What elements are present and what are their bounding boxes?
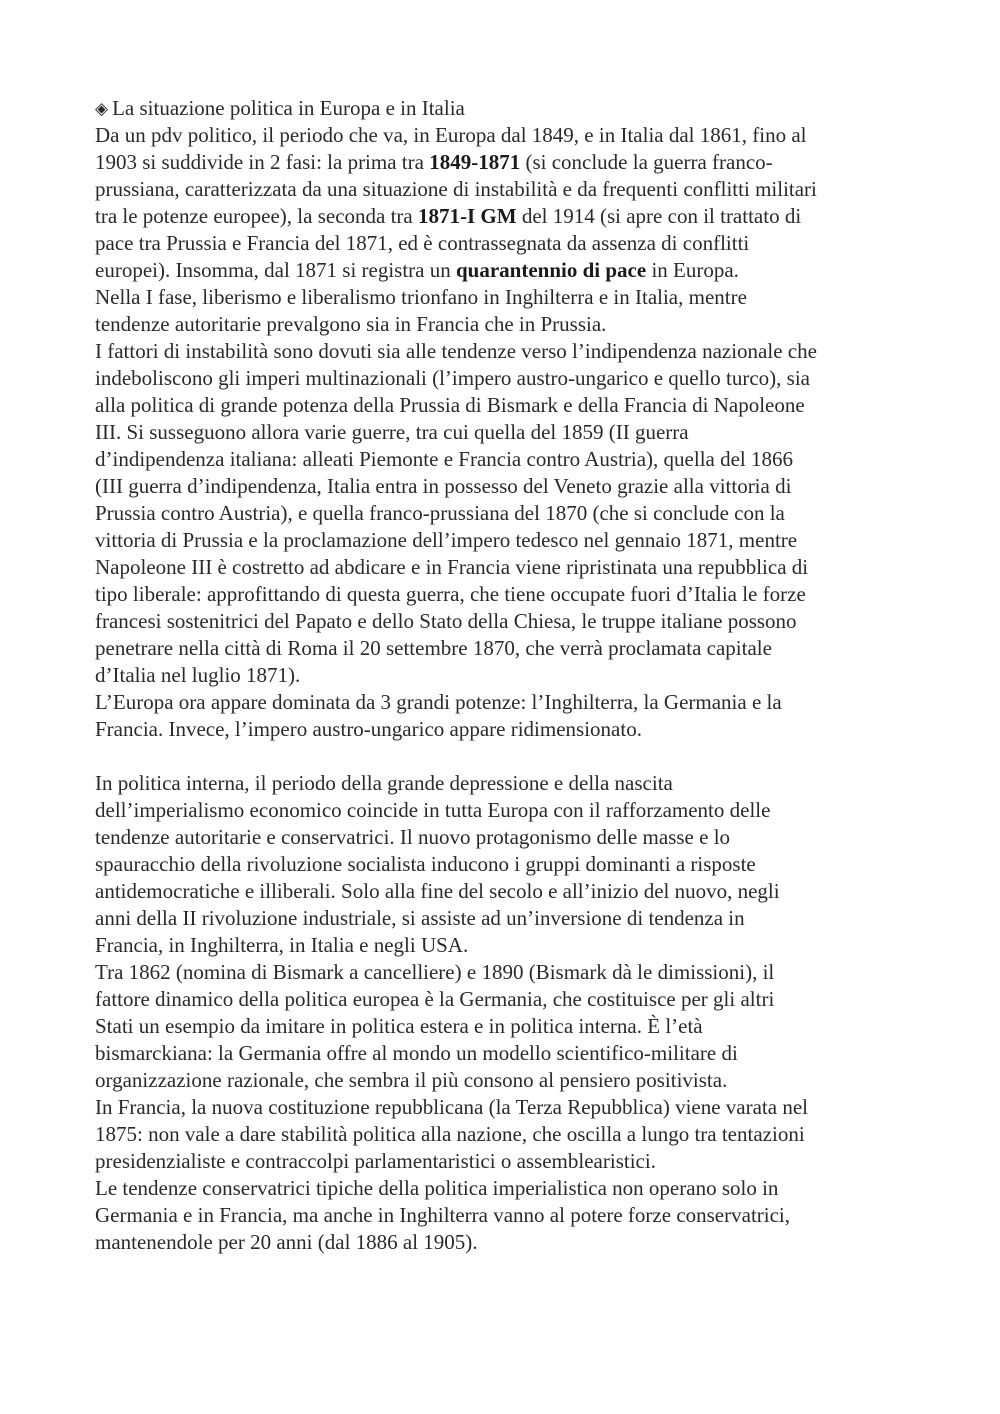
text-run: Francia, in Inghilterra, in Italia e negli USA. — [95, 933, 469, 957]
text-run: Tra 1862 (nomina di Bismark a cancelliere) e 1890 (Bismark dà le dimissioni), il — [95, 960, 775, 984]
text-line — [95, 257, 915, 284]
text-run: tra le potenze europee), la seconda tra — [95, 204, 418, 228]
text-run: Stati un esempio da imitare in politica estera e in politica interna. È l’età — [95, 1014, 703, 1038]
text-run: d’indipendenza italiana: alleati Piemonte e Francia contro Austria), quella del 1866 — [95, 447, 794, 471]
text-line — [95, 176, 915, 203]
document-body — [95, 122, 915, 1256]
text-line — [95, 986, 915, 1013]
text-line — [95, 311, 915, 338]
text-line — [95, 1094, 915, 1121]
text-run: 1875: non vale a dare stabilità politica alla nazione, che oscilla a lungo tra tentazioni — [95, 1122, 805, 1146]
text-run: organizzazione razionale, che sembra il più consono al pensiero positivista. — [95, 1068, 728, 1092]
text-run: Le tendenze conservatrici tipiche della politica imperialistica non operano solo in — [95, 1176, 779, 1200]
text-run: tendenze autoritarie prevalgono sia in Francia che in Prussia. — [95, 312, 607, 336]
text-line — [95, 1229, 915, 1256]
text-line — [95, 1013, 915, 1040]
text-line — [95, 689, 915, 716]
text-run: Prussia contro Austria), e quella franco-prussiana del 1870 (che si conclude con la — [95, 501, 785, 525]
bold-text: 1871-I GM — [418, 204, 517, 228]
text-run: (si conclude la guerra franco- — [520, 150, 773, 174]
text-run: europei). Insomma, dal 1871 si registra un — [95, 258, 456, 282]
text-run: antidemocratiche e illiberali. Solo alla fine del secolo e all’inizio del nuovo, negli — [95, 879, 780, 903]
text-line — [95, 581, 915, 608]
text-line — [95, 500, 915, 527]
text-run: Nella I fase, liberismo e liberalismo trionfano in Inghilterra e in Italia, mentre — [95, 285, 747, 309]
text-run: In politica interna, il periodo della grande depressione e della nascita — [95, 771, 673, 795]
text-run: (III guerra d’indipendenza, Italia entra in possesso del Veneto grazie alla vittoria di — [95, 474, 792, 498]
text-run: indeboliscono gli imperi multinazionali (l’impero austro-ungarico e quello turco), sia — [95, 366, 810, 390]
text-run: Napoleone III è costretto ad abdicare e in Francia viene ripristinata una repubblica di — [95, 555, 809, 579]
text-line — [95, 284, 915, 311]
text-line — [95, 608, 915, 635]
text-run: in Europa. — [646, 258, 739, 282]
text-line — [95, 1175, 915, 1202]
text-line — [95, 959, 915, 986]
text-line — [95, 203, 915, 230]
text-line — [95, 122, 915, 149]
text-run: Francia. Invece, l’impero austro-ungarico appare ridimensionato. — [95, 717, 642, 741]
text-run: del 1914 (si apre con il trattato di — [516, 204, 802, 228]
text-run: Da un pdv politico, il periodo che va, in Europa dal 1849, e in Italia dal 1861, fino al — [95, 123, 807, 147]
paragraph-spacer — [95, 743, 915, 770]
text-run: bismarckiana: la Germania offre al mondo un modello scientifico-militare di — [95, 1041, 738, 1065]
text-run: alla politica di grande potenza della Prussia di Bismark e della Francia di Napoleone — [95, 393, 805, 417]
text-run: I fattori di instabilità sono dovuti sia alle tendenze verso l’indipendenza nazionale che — [95, 339, 817, 363]
text-run: presidenzialiste e contraccolpi parlamentaristici o assemblearistici. — [95, 1149, 656, 1173]
text-run: spauracchio della rivoluzione socialista inducono i gruppi dominanti a risposte — [95, 852, 756, 876]
text-run: 1903 si suddivide in 2 fasi: la prima tra — [95, 150, 430, 174]
text-line — [95, 1202, 915, 1229]
text-run: In Francia, la nuova costituzione repubblicana (la Terza Repubblica) viene varata nel — [95, 1095, 808, 1119]
text-run: dell’imperialismo economico coincide in tutta Europa con il rafforzamento delle — [95, 798, 771, 822]
text-line — [95, 1121, 915, 1148]
text-run: fattore dinamico della politica europea è la Germania, che costituisce per gli altri — [95, 987, 775, 1011]
document-page — [95, 95, 915, 1256]
text-line — [95, 527, 915, 554]
text-run: penetrare nella città di Roma il 20 settembre 1870, che verrà proclamata capitale — [95, 636, 772, 660]
bold-text: 1849-1871 — [429, 150, 521, 174]
text-line — [95, 905, 915, 932]
text-line — [95, 770, 915, 797]
text-line — [95, 824, 915, 851]
text-line — [95, 554, 915, 581]
text-line — [95, 149, 915, 176]
text-line — [95, 392, 915, 419]
text-run: III. Si susseguono allora varie guerre, tra cui quella del 1859 (II guerra — [95, 420, 689, 444]
text-run: mantenendole per 20 anni (dal 1886 al 1905). — [95, 1230, 478, 1254]
text-run: L’Europa ora appare dominata da 3 grandi potenze: l’Inghilterra, la Germania e la — [95, 690, 782, 714]
text-run: anni della II rivoluzione industriale, si assiste ad un’inversione di tendenza in — [95, 906, 745, 930]
text-run: d’Italia nel luglio 1871). — [95, 663, 301, 687]
text-run: vittoria di Prussia e la proclamazione dell’impero tedesco nel gennaio 1871, mentre — [95, 528, 798, 552]
section-heading — [95, 95, 915, 122]
text-run: prussiana, caratterizzata da una situazione di instabilità e da frequenti conflitti militari — [95, 177, 817, 201]
text-run: tipo liberale: approfittando di questa guerra, che tiene occupate fuori d’Italia le forze — [95, 582, 806, 606]
text-run: pace tra Prussia e Francia del 1871, ed è contrassegnata da assenza di conflitti — [95, 231, 750, 255]
text-line — [95, 635, 915, 662]
diamond-bullet-icon: ◈ — [95, 99, 109, 119]
text-run: Germania e in Francia, ma anche in Inghilterra vanno al potere forze conservatrici, — [95, 1203, 791, 1227]
section-heading-text: La situazione politica in Europa e in Italia — [112, 96, 465, 120]
text-line — [95, 446, 915, 473]
text-line — [95, 365, 915, 392]
text-line — [95, 878, 915, 905]
text-line — [95, 1040, 915, 1067]
text-line — [95, 1148, 915, 1175]
text-line — [95, 932, 915, 959]
text-line — [95, 419, 915, 446]
bold-text: quarantennio di pace — [456, 258, 647, 282]
text-line — [95, 662, 915, 689]
text-line — [95, 230, 915, 257]
text-line — [95, 851, 915, 878]
text-run: francesi sostenitrici del Papato e dello Stato della Chiesa, le truppe italiane possono — [95, 609, 797, 633]
text-line — [95, 473, 915, 500]
text-line — [95, 797, 915, 824]
text-line — [95, 716, 915, 743]
text-line — [95, 1067, 915, 1094]
text-run: tendenze autoritarie e conservatrici. Il nuovo protagonismo delle masse e lo — [95, 825, 731, 849]
text-line — [95, 338, 915, 365]
